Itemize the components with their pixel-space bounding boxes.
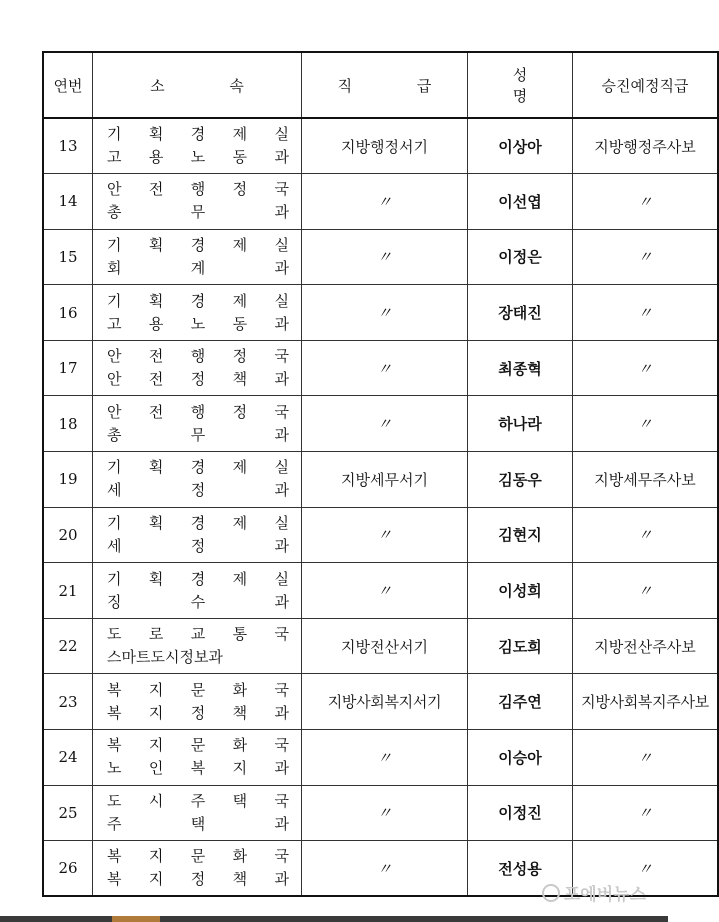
promotion-grade-cell: 〃 (573, 340, 719, 396)
name-cell: 전성용 (468, 841, 573, 897)
department-char: 경 (190, 569, 206, 588)
department-cell (93, 618, 302, 674)
department-char: 정 (190, 536, 206, 555)
row-number: 16 (43, 285, 93, 341)
department-char: 획 (148, 569, 164, 588)
department-char: 국 (274, 791, 289, 810)
department-char: 기 (107, 291, 122, 310)
bottom-bar (0, 916, 668, 922)
department-char: 과 (274, 592, 289, 611)
name-cell: 김현지 (468, 507, 573, 563)
department-char: 무 (190, 425, 206, 444)
department-char: 제 (232, 569, 248, 588)
department-char: 제 (232, 125, 248, 144)
department-char: 전 (148, 347, 164, 366)
row-number: 14 (43, 174, 93, 230)
department-char: 총 (107, 425, 122, 444)
department-cell (93, 841, 302, 897)
row-number: 25 (43, 785, 93, 841)
department-char: 노 (190, 148, 206, 167)
department-char: 정 (232, 347, 248, 366)
department-char: 과 (274, 258, 289, 277)
department-bureau (107, 790, 289, 813)
department-division (107, 479, 289, 502)
grade-cell: 지방사회복지서기 (302, 674, 468, 730)
name-cell: 이정진 (468, 785, 573, 841)
department-char: 과 (274, 425, 289, 444)
table-row (43, 340, 718, 396)
department-division (107, 591, 289, 614)
department-cell (93, 674, 302, 730)
name-cell: 하나라 (468, 396, 573, 452)
department-char: 실 (274, 513, 289, 532)
department-char: 안 (107, 402, 122, 421)
watermark-text: 포에버뉴스 (563, 885, 646, 905)
promotion-grade-cell: 〃 (573, 396, 719, 452)
department-bureau (107, 345, 289, 368)
forevernews-logo-icon (542, 884, 560, 902)
department-char: 과 (274, 481, 289, 500)
department-char: 지 (148, 680, 164, 699)
name-cell: 장태진 (468, 285, 573, 341)
table-row (43, 674, 718, 730)
table-body (43, 118, 718, 896)
department-char: 실 (274, 125, 289, 144)
name-cell: 김도희 (468, 618, 573, 674)
department-char: 과 (274, 536, 289, 555)
department-char: 주 (190, 791, 206, 810)
name-cell: 이선엽 (468, 174, 573, 230)
grade-cell: 〃 (302, 730, 468, 786)
department-division (107, 146, 289, 169)
department-char: 획 (148, 291, 164, 310)
department-char: 과 (274, 148, 289, 167)
department-char: 택 (232, 791, 248, 810)
department-char: 화 (232, 736, 248, 755)
promotion-grade-cell: 지방사회복지주사보 (573, 674, 719, 730)
department-char: 주 (107, 814, 122, 833)
department-division (107, 257, 289, 280)
department-char: 복 (107, 847, 122, 866)
department-char: 과 (274, 759, 289, 778)
promotion-grade-cell: 〃 (573, 841, 719, 897)
department-char: 경 (190, 235, 206, 254)
department-char: 화 (232, 680, 248, 699)
department-bureau (107, 623, 289, 646)
department-char: 지 (148, 870, 164, 889)
row-number: 17 (43, 340, 93, 396)
grade-cell: 지방전산서기 (302, 618, 468, 674)
department-char: 동 (232, 148, 248, 167)
department-bureau (107, 290, 289, 313)
department-char: 정 (232, 180, 248, 199)
department-char: 안 (107, 180, 122, 199)
name-cell: 김동우 (468, 452, 573, 508)
promotion-grade-cell: 지방행정주사보 (573, 118, 719, 174)
grade-cell: 〃 (302, 340, 468, 396)
grade-cell: 지방세무서기 (302, 452, 468, 508)
promotion-grade-cell: 〃 (573, 563, 719, 619)
name-cell: 이상아 (468, 118, 573, 174)
promotion-grade-cell: 〃 (573, 229, 719, 285)
grade-cell: 〃 (302, 285, 468, 341)
department-division (107, 535, 289, 558)
department-char: 행 (190, 347, 206, 366)
row-number: 20 (43, 507, 93, 563)
department-char: 제 (232, 235, 248, 254)
grade-cell: 〃 (302, 396, 468, 452)
name-cell: 이성희 (468, 563, 573, 619)
department-cell (93, 452, 302, 508)
department-char: 지 (232, 759, 248, 778)
grade-cell: 〃 (302, 841, 468, 897)
department-cell (93, 174, 302, 230)
department-char: 복 (107, 703, 122, 722)
department-char: 고 (107, 148, 122, 167)
row-number: 19 (43, 452, 93, 508)
department-char: 책 (232, 370, 248, 389)
department-bureau (107, 234, 289, 257)
department-char: 실 (274, 291, 289, 310)
department-bureau (107, 401, 289, 424)
department-char: 경 (190, 458, 206, 477)
department-char: 과 (274, 203, 289, 222)
promotion-grade-cell: 〃 (573, 785, 719, 841)
department-char: 정 (190, 870, 206, 889)
header-name: 성 명 (468, 52, 573, 118)
department-char: 고 (107, 314, 122, 333)
department-char: 동 (232, 314, 248, 333)
department-char: 경 (190, 513, 206, 532)
department-char: 복 (190, 759, 206, 778)
department-bureau (107, 679, 289, 702)
bottom-bar-accent (112, 916, 160, 922)
table-row (43, 118, 718, 174)
department-char: 국 (274, 625, 289, 644)
department-char: 제 (232, 291, 248, 310)
table-header-row (43, 52, 718, 118)
promotion-grade-cell: 〃 (573, 285, 719, 341)
department-cell (93, 340, 302, 396)
department-char: 복 (107, 870, 122, 889)
department-char: 무 (190, 203, 206, 222)
grade-cell: 〃 (302, 563, 468, 619)
department-char: 실 (274, 235, 289, 254)
department-char: 국 (274, 680, 289, 699)
name-cell: 이정은 (468, 229, 573, 285)
department-char: 경 (190, 125, 206, 144)
department-char: 복 (107, 736, 122, 755)
row-number: 24 (43, 730, 93, 786)
department-bureau (107, 456, 289, 479)
department-char: 실 (274, 458, 289, 477)
department-bureau (107, 512, 289, 535)
department-char: 통 (232, 625, 248, 644)
department-char: 국 (274, 180, 289, 199)
department-char: 스마트도시정보과 (107, 648, 223, 667)
promotion-grade-cell: 〃 (573, 507, 719, 563)
grade-cell: 〃 (302, 174, 468, 230)
department-char: 기 (107, 458, 122, 477)
department-bureau (107, 123, 289, 146)
department-char: 인 (148, 759, 164, 778)
department-char: 복 (107, 680, 122, 699)
department-char: 정 (190, 370, 206, 389)
table-row (43, 396, 718, 452)
department-division (107, 868, 289, 891)
department-char: 획 (148, 125, 164, 144)
department-char: 지 (148, 703, 164, 722)
department-char: 기 (107, 513, 122, 532)
department-char: 도 (107, 625, 122, 644)
department-bureau (107, 178, 289, 201)
promotion-grade-cell: 〃 (573, 730, 719, 786)
name-cell: 최종혁 (468, 340, 573, 396)
row-number: 26 (43, 841, 93, 897)
table-row (43, 785, 718, 841)
department-cell (93, 785, 302, 841)
row-number: 18 (43, 396, 93, 452)
department-char: 화 (232, 847, 248, 866)
department-division (107, 424, 289, 447)
department-char: 행 (190, 402, 206, 421)
table-row (43, 730, 718, 786)
department-char: 문 (190, 736, 206, 755)
row-number: 15 (43, 229, 93, 285)
department-char: 국 (274, 736, 289, 755)
department-division (107, 646, 289, 669)
department-char: 국 (274, 402, 289, 421)
department-char: 용 (148, 148, 164, 167)
department-char: 정 (190, 481, 206, 500)
department-cell (93, 730, 302, 786)
department-cell (93, 507, 302, 563)
department-bureau (107, 845, 289, 868)
department-char: 노 (190, 314, 206, 333)
department-char: 총 (107, 203, 122, 222)
name-cell: 김주연 (468, 674, 573, 730)
department-char: 과 (274, 314, 289, 333)
department-char: 택 (190, 814, 206, 833)
name-cell: 이승아 (468, 730, 573, 786)
department-char: 도 (107, 791, 122, 810)
department-char: 문 (190, 680, 206, 699)
department-char: 과 (274, 703, 289, 722)
department-division (107, 368, 289, 391)
department-char: 정 (190, 703, 206, 722)
department-char: 제 (232, 513, 248, 532)
watermark (542, 880, 646, 905)
department-char: 수 (190, 592, 206, 611)
department-char: 시 (148, 791, 164, 810)
department-char: 실 (274, 569, 289, 588)
department-char: 정 (232, 402, 248, 421)
department-char: 계 (190, 258, 206, 277)
row-number: 22 (43, 618, 93, 674)
department-char: 노 (107, 759, 122, 778)
promotion-list-table (42, 51, 719, 897)
department-char: 문 (190, 847, 206, 866)
row-number: 13 (43, 118, 93, 174)
department-division (107, 313, 289, 336)
department-char: 징 (107, 592, 122, 611)
header-no: 연번 (43, 52, 93, 118)
department-bureau (107, 734, 289, 757)
department-char: 로 (148, 625, 164, 644)
table-row (43, 285, 718, 341)
department-cell (93, 563, 302, 619)
department-char: 기 (107, 125, 122, 144)
department-cell (93, 396, 302, 452)
department-char: 획 (148, 458, 164, 477)
department-cell (93, 118, 302, 174)
department-char: 과 (274, 870, 289, 889)
department-char: 세 (107, 536, 122, 555)
department-char: 전 (148, 370, 164, 389)
department-division (107, 702, 289, 725)
department-char: 기 (107, 569, 122, 588)
department-char: 책 (232, 703, 248, 722)
department-char: 획 (148, 513, 164, 532)
promotion-grade-cell: 지방전산주사보 (573, 618, 719, 674)
table-row (43, 452, 718, 508)
department-division (107, 813, 289, 836)
department-char: 지 (148, 847, 164, 866)
department-char: 경 (190, 291, 206, 310)
grade-cell: 〃 (302, 507, 468, 563)
grade-cell: 〃 (302, 229, 468, 285)
table-row (43, 618, 718, 674)
department-char: 전 (148, 180, 164, 199)
table-row (43, 563, 718, 619)
header-dept: 소 속 (93, 52, 302, 118)
header-promo: 승진예정직급 (573, 52, 719, 118)
department-char: 지 (148, 736, 164, 755)
header-grade: 직 급 (302, 52, 468, 118)
department-char: 책 (232, 870, 248, 889)
department-division (107, 201, 289, 224)
table-row (43, 174, 718, 230)
department-cell (93, 285, 302, 341)
promotion-grade-cell: 〃 (573, 174, 719, 230)
department-char: 획 (148, 235, 164, 254)
row-number: 21 (43, 563, 93, 619)
department-char: 기 (107, 235, 122, 254)
grade-cell: 〃 (302, 785, 468, 841)
table-row (43, 229, 718, 285)
department-char: 용 (148, 314, 164, 333)
department-char: 회 (107, 258, 122, 277)
department-char: 과 (274, 370, 289, 389)
department-char: 전 (148, 402, 164, 421)
department-char: 세 (107, 481, 122, 500)
promotion-grade-cell: 지방세무주사보 (573, 452, 719, 508)
table-row (43, 507, 718, 563)
department-char: 국 (274, 847, 289, 866)
department-char: 안 (107, 347, 122, 366)
department-char: 과 (274, 814, 289, 833)
department-bureau (107, 568, 289, 591)
department-char: 안 (107, 370, 122, 389)
department-char: 제 (232, 458, 248, 477)
row-number: 23 (43, 674, 93, 730)
department-char: 행 (190, 180, 206, 199)
grade-cell: 지방행정서기 (302, 118, 468, 174)
department-cell (93, 229, 302, 285)
department-division (107, 757, 289, 780)
department-char: 교 (190, 625, 206, 644)
department-char: 국 (274, 347, 289, 366)
